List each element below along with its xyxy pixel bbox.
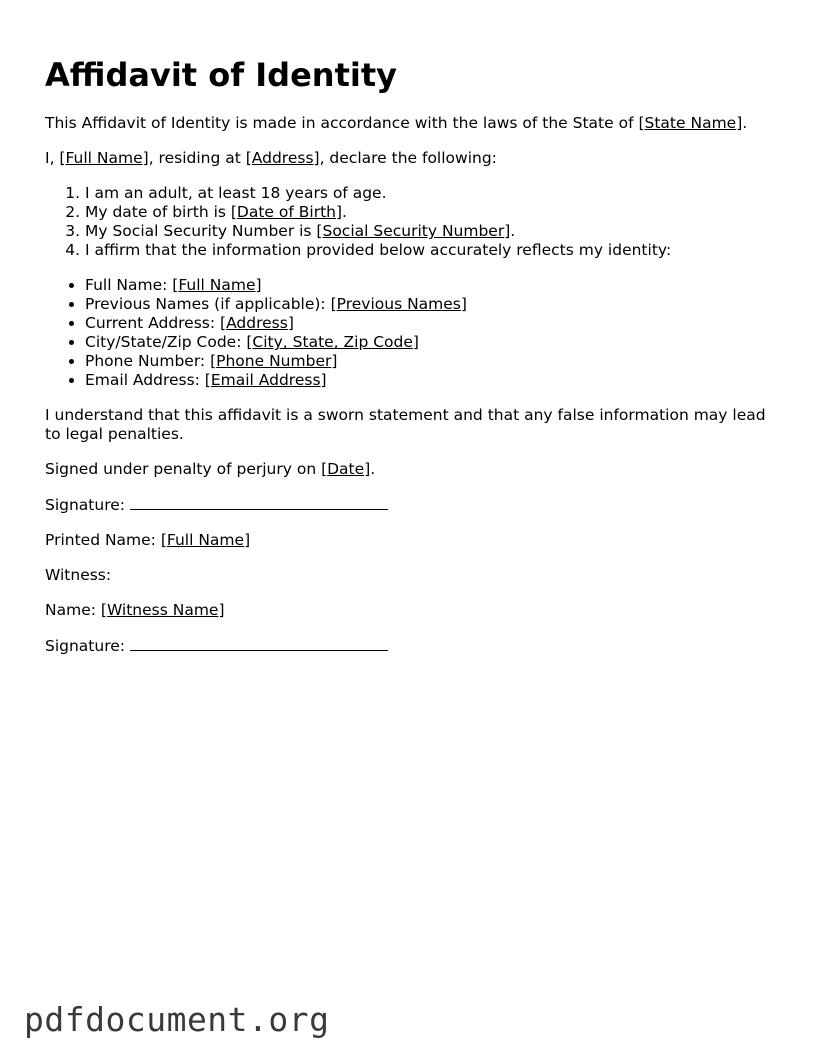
item-text: My Social Security Number is [ (85, 222, 323, 241)
phone-number-field[interactable]: Phone Number (216, 352, 332, 371)
signed-text: ]. (364, 460, 376, 479)
address-field[interactable]: Address (251, 149, 314, 168)
numbered-list (45, 184, 785, 260)
item-text: ]. (335, 203, 347, 222)
document-title: Affidavit of Identity (45, 56, 397, 94)
printed-name-field[interactable]: Full Name (166, 531, 245, 550)
current-address-field[interactable]: Address (226, 314, 288, 333)
item-text: ] (460, 295, 467, 314)
details-list (45, 276, 785, 390)
document-page (45, 56, 785, 672)
intro-paragraph (45, 114, 785, 133)
email-address-field[interactable]: Email Address (210, 371, 321, 390)
witness-label: Witness: (45, 566, 112, 585)
item-text: ] (320, 371, 327, 390)
list-item (85, 203, 785, 222)
witness-signature-line[interactable] (130, 636, 388, 651)
signature-row (45, 495, 785, 515)
previous-names-field[interactable]: Previous Names (336, 295, 461, 314)
intro-text: This Affidavit of Identity is made in accordance with the laws of the State of [ (45, 114, 645, 133)
printed-name-text: Printed Name: [ (45, 531, 167, 550)
list-item (85, 371, 785, 390)
understand-paragraph: I understand that this affidavit is a sworn statement and that any false information may lead to legal penalties. (45, 406, 766, 444)
item-text: ] (331, 352, 338, 371)
signed-paragraph (45, 460, 785, 479)
witness-signature-row (45, 636, 785, 656)
full-name-field[interactable]: Full Name (65, 149, 143, 168)
list-item: 4. I affirm that the information provided below accurately reflects my identity: (85, 241, 785, 260)
list-item (85, 276, 785, 295)
item-text: Previous Names (if applicable): [ (85, 295, 337, 314)
ssn-field[interactable]: Social Security Number (322, 222, 505, 241)
list-item: 1. I am an adult, at least 18 years of age. (85, 184, 785, 203)
item-text: Email Address: [ (85, 371, 211, 390)
detail-full-name-field[interactable]: Full Name (178, 276, 256, 295)
item-text: Full Name: [ (85, 276, 179, 295)
declaration-paragraph (45, 149, 785, 168)
date-field[interactable]: Date (327, 460, 365, 479)
list-item (85, 314, 785, 333)
list-item (85, 352, 785, 371)
city-state-zip-field[interactable]: City, State, Zip Code (252, 333, 413, 352)
witness-name-text: ] (218, 601, 225, 620)
item-text: City/State/Zip Code: [ (85, 333, 253, 352)
witness-name-field[interactable]: Witness Name (106, 601, 219, 620)
item-text: Phone Number: [ (85, 352, 217, 371)
declaration-text: I, [ (45, 149, 66, 168)
printed-name-text: ] (244, 531, 251, 550)
declaration-text: ], declare the following: (313, 149, 497, 168)
signature-line[interactable] (130, 495, 388, 510)
list-item (85, 333, 785, 352)
list-item (85, 295, 785, 314)
item-text: ]. (504, 222, 516, 241)
list-item (85, 222, 785, 241)
signature-label: Signature: (45, 496, 125, 515)
signed-text: Signed under penalty of perjury on [ (45, 460, 328, 479)
printed-name-row (45, 531, 785, 550)
item-text: ] (412, 333, 419, 352)
item-text: ] (287, 314, 294, 333)
witness-name-row (45, 601, 785, 620)
item-text: My date of birth is [ (85, 203, 237, 222)
watermark: pdfdocument.org (24, 1000, 330, 1039)
witness-name-text: Name: [ (45, 601, 107, 620)
witness-signature-label: Signature: (45, 637, 125, 656)
state-name-field[interactable]: State Name (644, 114, 737, 133)
item-text: Current Address: [ (85, 314, 227, 333)
intro-text-end: ]. (736, 114, 748, 133)
date-of-birth-field[interactable]: Date of Birth (236, 203, 336, 222)
item-text: ] (255, 276, 262, 295)
declaration-text: ], residing at [ (142, 149, 252, 168)
